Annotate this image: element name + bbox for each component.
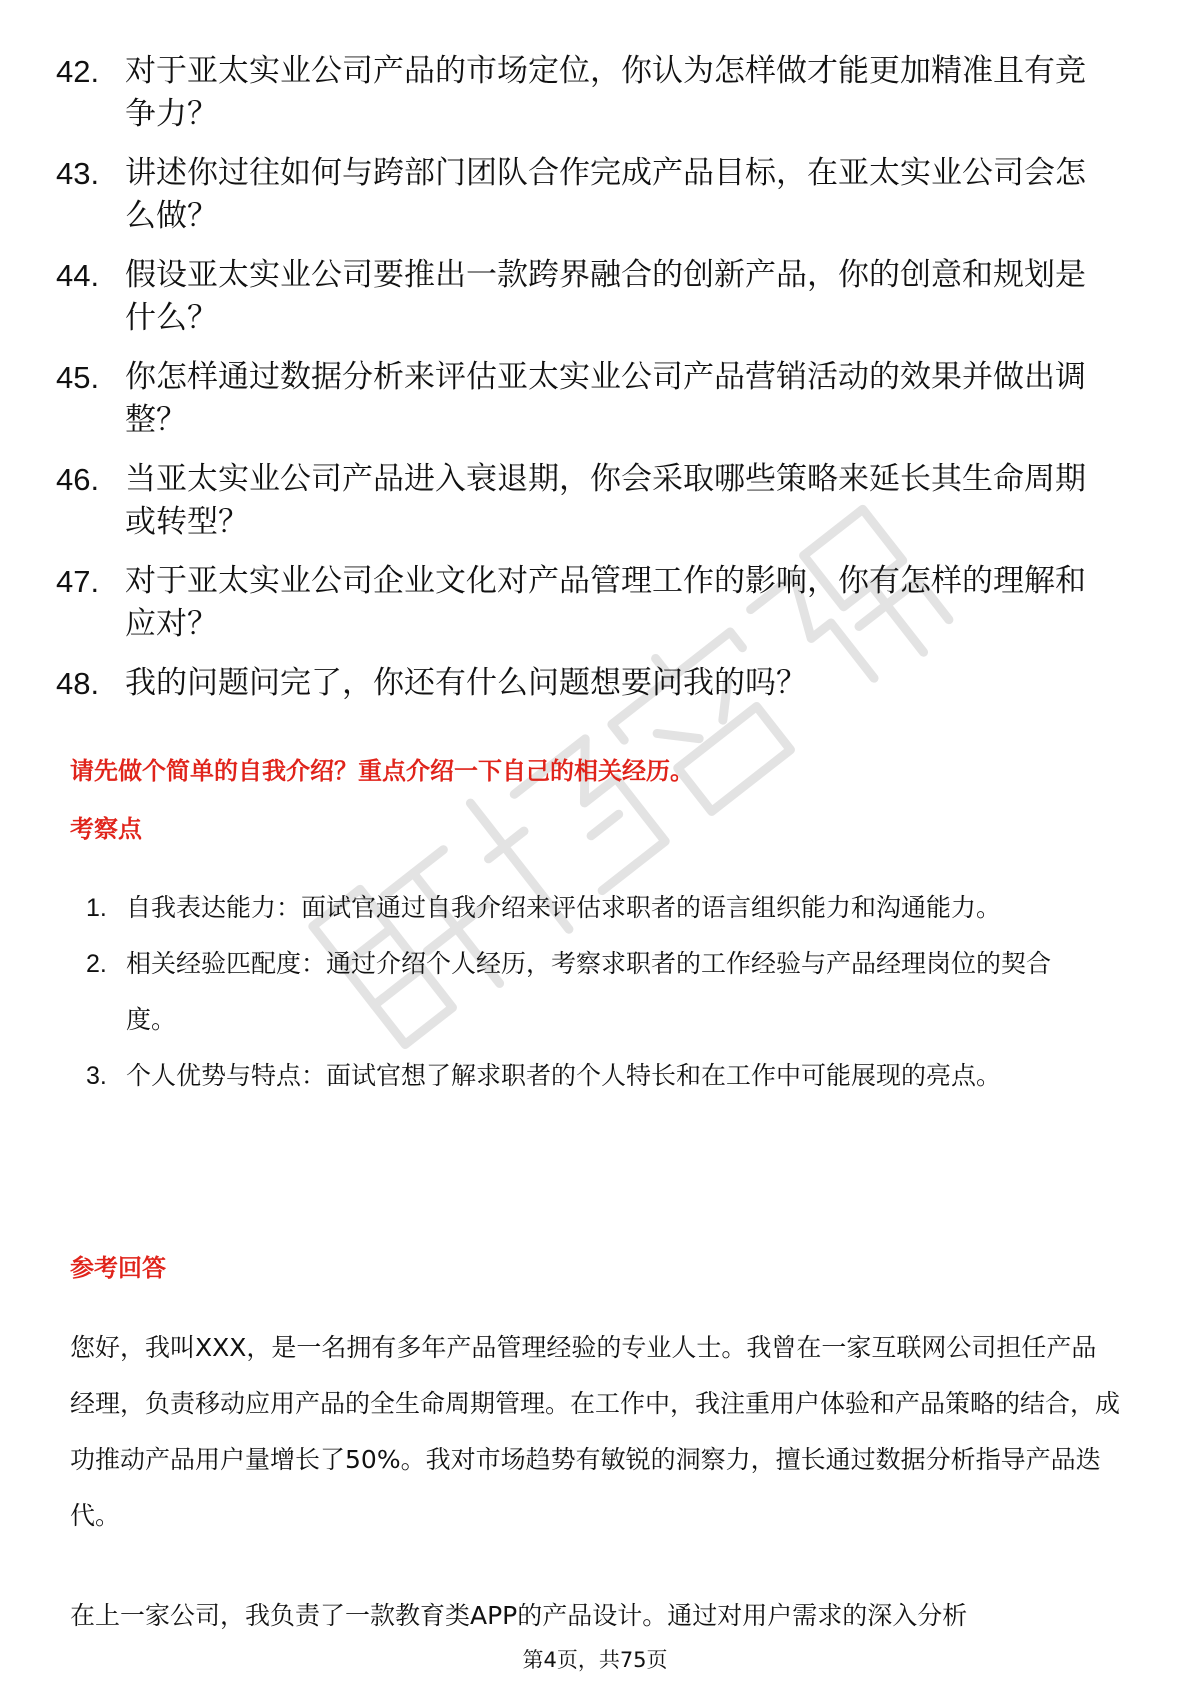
- question-item: [0, 152, 1190, 238]
- points-list: [0, 880, 1190, 1104]
- question-text: 假设亚太实业公司要推出一款跨界融合的创新产品，你的创意和规划是什么？: [125, 257, 1086, 336]
- question-item: [0, 254, 1190, 340]
- point-item: [0, 880, 1190, 936]
- question-item: [0, 356, 1190, 442]
- question-number: 42.: [56, 54, 100, 89]
- point-item: [0, 1048, 1190, 1104]
- point-item: [0, 936, 1190, 1048]
- page-footer: 第4页，共75页: [522, 1648, 668, 1672]
- question-number: 44.: [56, 258, 100, 293]
- point-text: 相关经验匹配度：通过介绍个人经历，考察求职者的工作经验与产品经理岗位的契合度。: [126, 949, 1052, 1034]
- question-number: 48.: [56, 666, 100, 701]
- question-text: 对于亚太实业公司产品的市场定位，你认为怎样做才能更加精准且有竞争力？: [125, 53, 1086, 132]
- question-text: 讲述你过往如何与跨部门团队合作完成产品目标，在亚太实业公司会怎么做？: [125, 155, 1086, 234]
- question-heading: 请先做个简单的自我介绍？重点介绍一下自己的相关经历。: [70, 757, 694, 785]
- point-number: 3.: [86, 1062, 107, 1090]
- question-list: [0, 50, 1190, 721]
- point-text: 个人优势与特点：面试官想了解求职者的个人特长和在工作中可能展现的亮点。: [126, 1061, 1002, 1090]
- points-heading: 考察点: [70, 815, 142, 843]
- question-number: 46.: [56, 462, 100, 497]
- question-text: 对于亚太实业公司企业文化对产品管理工作的影响，你有怎样的理解和应对？: [125, 563, 1086, 642]
- answer-paragraph: 在上一家公司，我负责了一款教育类APP的产品设计。通过对用户需求的深入分析: [70, 1601, 968, 1630]
- question-item: [0, 560, 1190, 646]
- question-text: 当亚太实业公司产品进入衰退期，你会采取哪些策略来延长其生命周期或转型？: [125, 461, 1086, 540]
- answer-paragraph: 您好，我叫XXX，是一名拥有多年产品管理经验的专业人士。我曾在一家互联网公司担任产品经理，负责移动应用产品的全生命周期管理。在工作中，我注重用户体验和产品策略的结合，成功推动产品用户量增长了50%。我对市场趋势有敏锐的洞察力，擅长通过数据分析指导产品迭代。: [70, 1333, 1121, 1530]
- point-number: 1.: [86, 894, 107, 922]
- point-number: 2.: [86, 950, 107, 978]
- question-item: [0, 662, 1190, 705]
- question-text: 我的问题问完了，你还有什么问题想要问我的吗？: [125, 665, 807, 701]
- question-number: 43.: [56, 156, 100, 191]
- answer-heading: 参考回答: [70, 1254, 166, 1282]
- point-text: 自我表达能力：面试官通过自我介绍来评估求职者的语言组织能力和沟通能力。: [126, 893, 1002, 922]
- question-text: 你怎样通过数据分析来评估亚太实业公司产品营销活动的效果并做出调整？: [125, 359, 1086, 438]
- question-item: [0, 50, 1190, 136]
- question-item: [0, 458, 1190, 544]
- question-number: 47.: [56, 564, 100, 599]
- question-number: 45.: [56, 360, 100, 395]
